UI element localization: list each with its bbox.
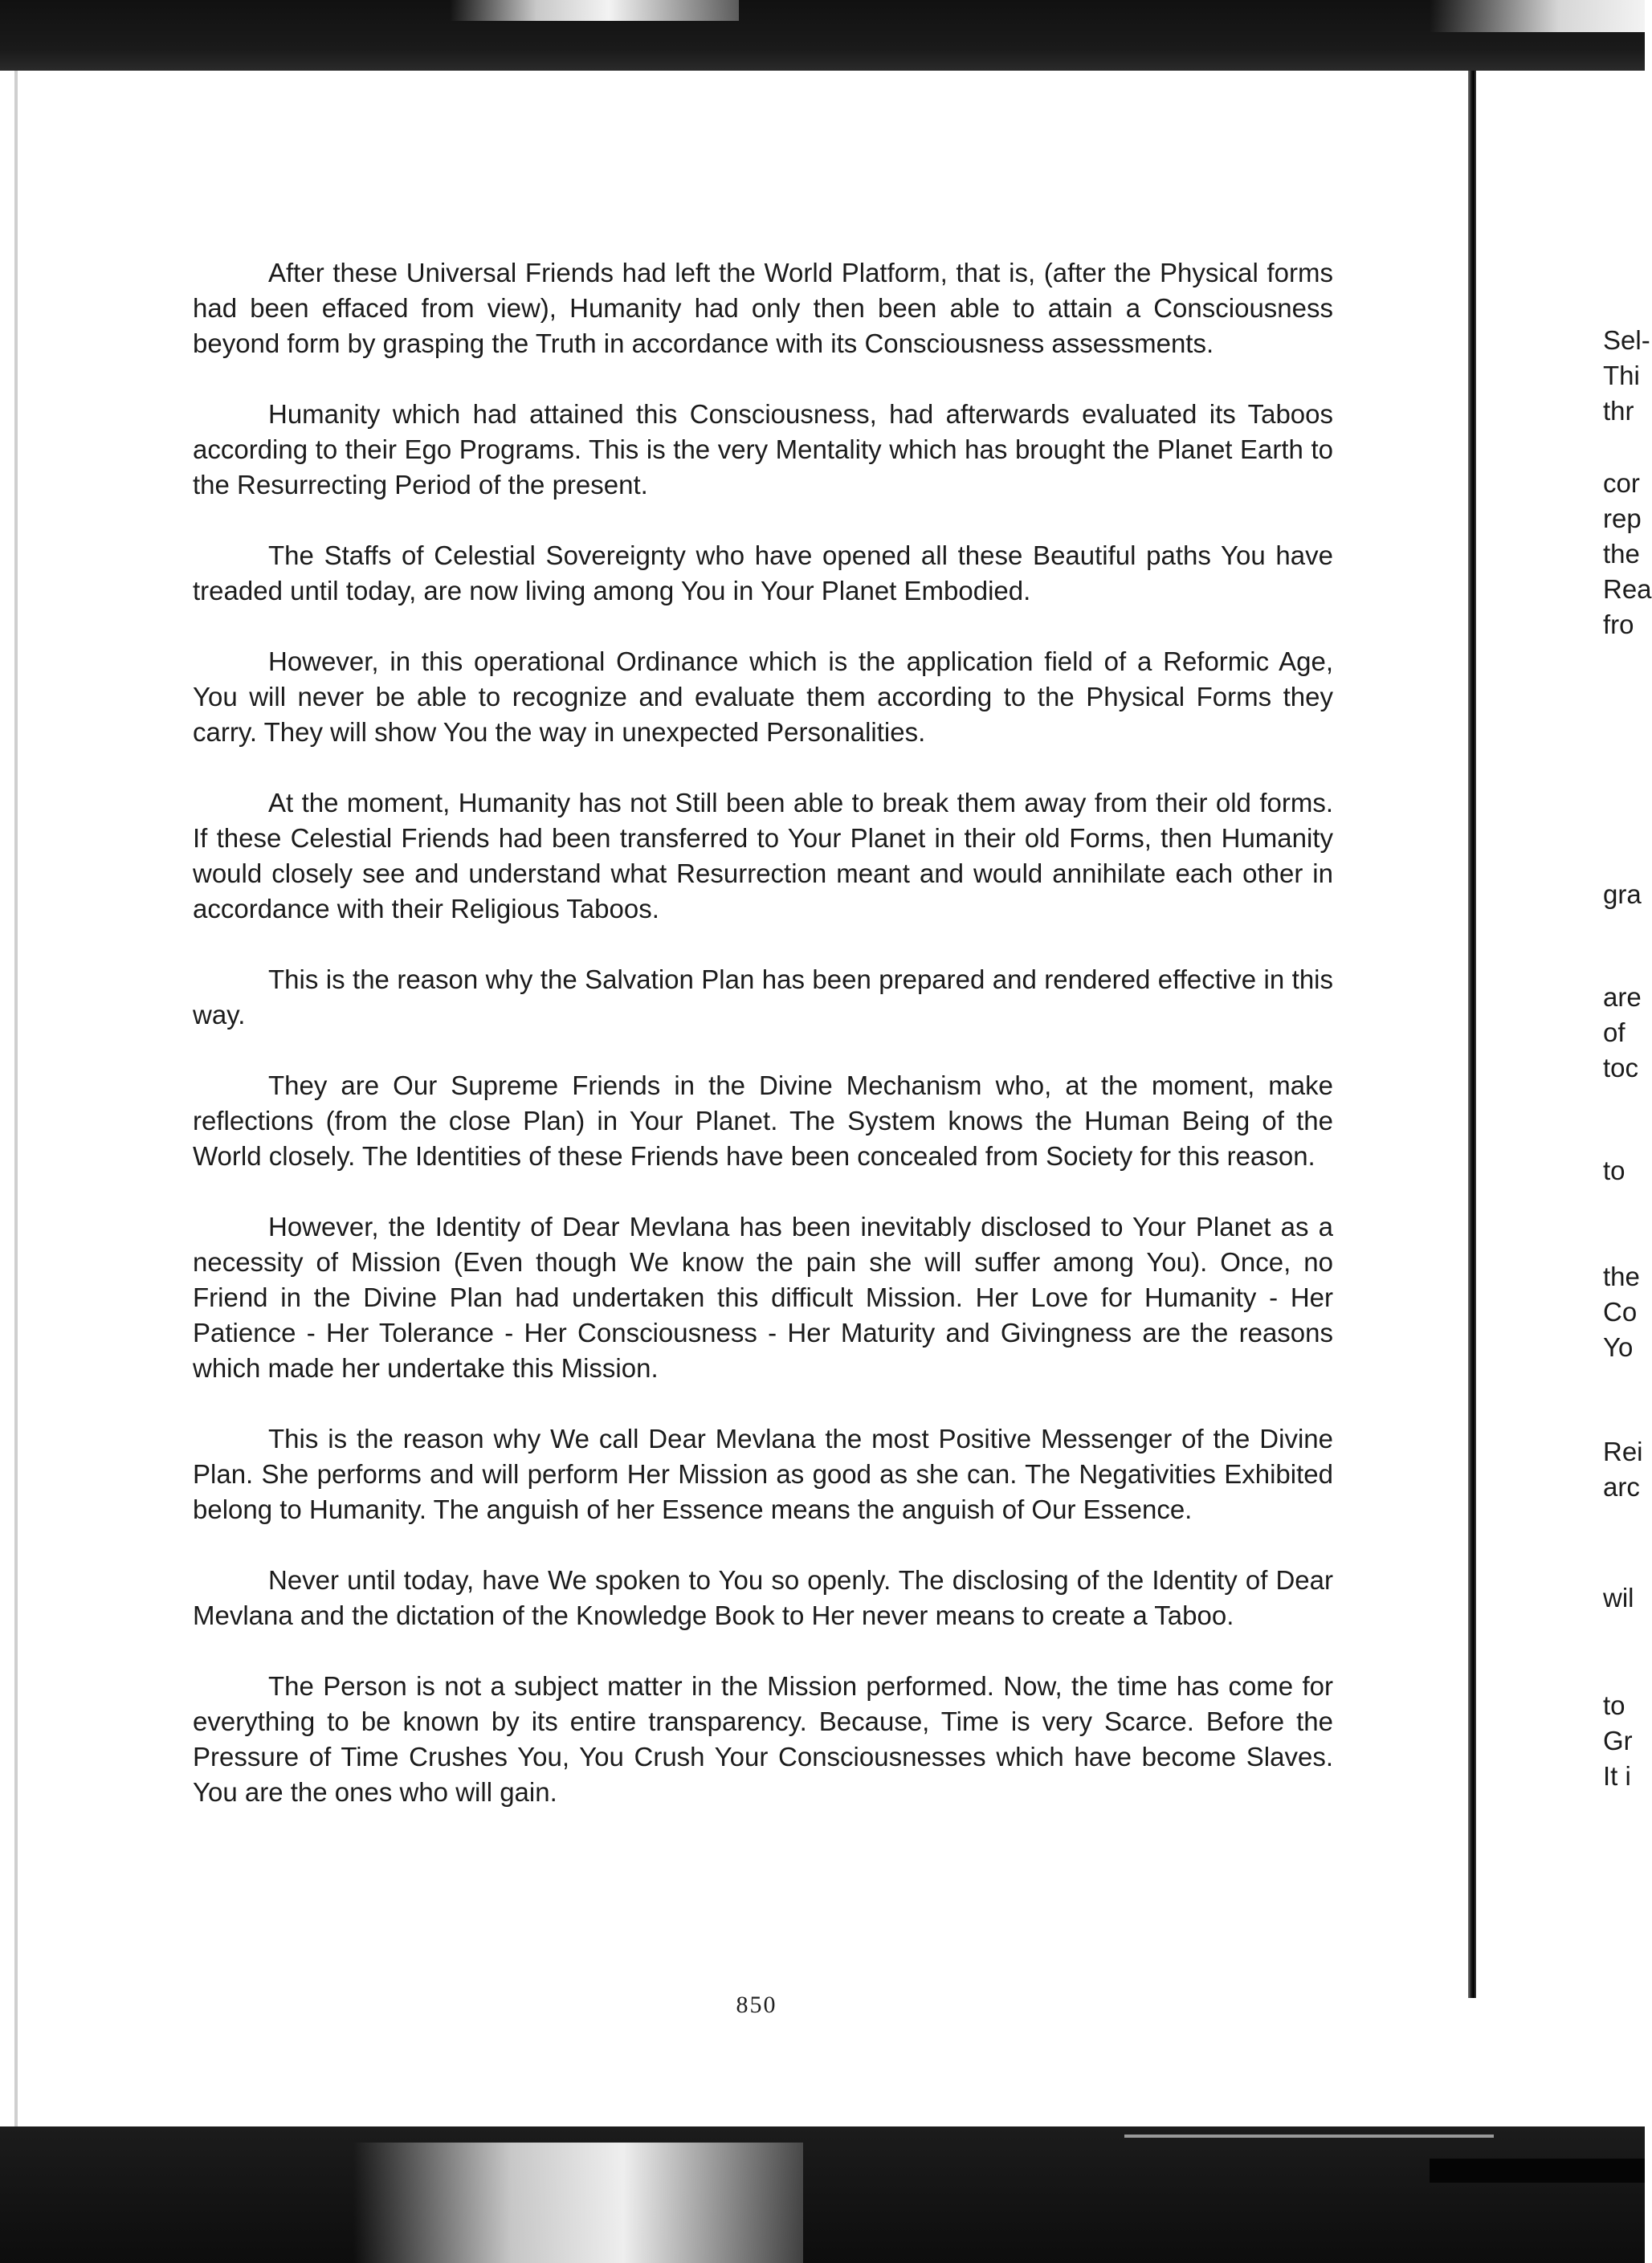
adjacent-page-fragment: fro bbox=[1603, 610, 1634, 639]
adjacent-page-fragment: the bbox=[1603, 1262, 1640, 1291]
paragraph: This is the reason why the Salvation Plan has been prepared and rendered effective in this way. bbox=[193, 964, 1333, 1030]
page-body bbox=[193, 255, 1333, 1845]
scan-glare bbox=[450, 0, 739, 21]
scan-streak bbox=[1430, 2159, 1645, 2183]
adjacent-page-fragment: to bbox=[1603, 1690, 1625, 1720]
scan-streak bbox=[1124, 2135, 1494, 2138]
adjacent-page-fragment: of bbox=[1603, 1017, 1625, 1047]
adjacent-page-fragment: It i bbox=[1603, 1761, 1631, 1791]
adjacent-page-fragment: Gr bbox=[1603, 1726, 1633, 1755]
book-gutter bbox=[1468, 71, 1476, 1998]
paragraph: This is the reason why We call Dear Mevlana the most Positive Messenger of the Divine Plan. She performs and will perform Her Mission as good as she can. The Negativities Exhibited belong to Humanity. The anguish of her Essence means the anguish of Our Essence. bbox=[193, 1424, 1333, 1524]
adjacent-page-edge bbox=[1603, 0, 1652, 2263]
adjacent-page-fragment: wil bbox=[1603, 1583, 1634, 1613]
adjacent-page-fragment: Rei bbox=[1603, 1437, 1643, 1466]
page-number: 850 bbox=[736, 1992, 777, 2018]
adjacent-page-fragment: gra bbox=[1603, 879, 1642, 909]
scan-bottom-edge bbox=[0, 2126, 1645, 2263]
paragraph: However, the Identity of Dear Mevlana has been inevitably disclosed to Your Planet as a necessity of Mission (Even though We know the pain she will suffer among You). Once, no Friend in the Divine Plan had undertaken this difficult Mission. Her Love for Humanity - Her Patience - Her Tolerance - Her Consciousness - Her Maturity and Givingness are the reasons which made her undertake this Mission. bbox=[193, 1212, 1333, 1383]
paragraph: The Person is not a subject matter in the Mission performed. Now, the time has come for everything to be known by its entire transparency. Because, Time is very Scarce. Before the Pressure of Time Crushes You, You Crush Your Consciousnesses which have become Slaves. You are the ones who will gain. bbox=[193, 1671, 1333, 1807]
adjacent-page-fragment: are bbox=[1603, 982, 1642, 1012]
paragraph: After these Universal Friends had left the World Platform, that is, (after the Physical forms had been effaced from view), Humanity had only then been able to attain a Consciousness beyond form by grasping the Truth in accordance with its Consciousness assessments. bbox=[193, 258, 1333, 358]
adjacent-page-fragment: thr bbox=[1603, 396, 1634, 426]
adjacent-page-fragment: cor bbox=[1603, 468, 1640, 498]
paragraph: At the moment, Humanity has not Still been able to break them away from their old forms. If these Celestial Friends had been transferred to Your Planet in their old Forms, then Humanity would closely see and understand what Resurrection meant and would annihilate each other in accordance with their Religious Taboos. bbox=[193, 788, 1333, 924]
adjacent-page-fragment: rep bbox=[1603, 504, 1642, 533]
adjacent-page-fragment: to bbox=[1603, 1156, 1625, 1185]
adjacent-page-fragment: Yo bbox=[1603, 1332, 1634, 1362]
adjacent-page-fragment: the bbox=[1603, 539, 1640, 569]
scan-top-edge bbox=[0, 0, 1645, 71]
paragraph: Never until today, have We spoken to You so openly. The disclosing of the Identity of Dear Mevlana and the dictation of the Knowledge Book to Her never means to create a Taboo. bbox=[193, 1565, 1333, 1630]
paragraph: The Staffs of Celestial Sovereignty who have opened all these Beautiful paths You have treaded until today, are now living among You in Your Planet Embodied. bbox=[193, 540, 1333, 606]
scan-glare bbox=[353, 2143, 803, 2263]
adjacent-page-fragment: Rea bbox=[1603, 574, 1652, 604]
adjacent-page-fragment: Sel- bbox=[1603, 325, 1650, 355]
adjacent-page-fragment: toc bbox=[1603, 1053, 1639, 1083]
paragraph: However, in this operational Ordinance which is the application field of a Reformic Age, You will never be able to recognize and evaluate them according to the Physical Forms they carry. They will show You the way in unexpected Personalities. bbox=[193, 646, 1333, 747]
adjacent-page-fragment: Co bbox=[1603, 1297, 1638, 1327]
adjacent-page-fragment: Thi bbox=[1603, 361, 1640, 390]
paragraph: They are Our Supreme Friends in the Divine Mechanism who, at the moment, make reflections (from the close Plan) in Your Planet. The System knows the Human Being of the World closely. The Identities of these Friends have been concealed from Society for this reason. bbox=[193, 1070, 1333, 1171]
paragraph: Humanity which had attained this Consciousness, had afterwards evaluated its Taboos according to their Ego Programs. This is the very Mentality which has brought the Planet Earth to the Resurrecting Period of the present. bbox=[193, 399, 1333, 499]
adjacent-page-fragment: arc bbox=[1603, 1472, 1640, 1502]
